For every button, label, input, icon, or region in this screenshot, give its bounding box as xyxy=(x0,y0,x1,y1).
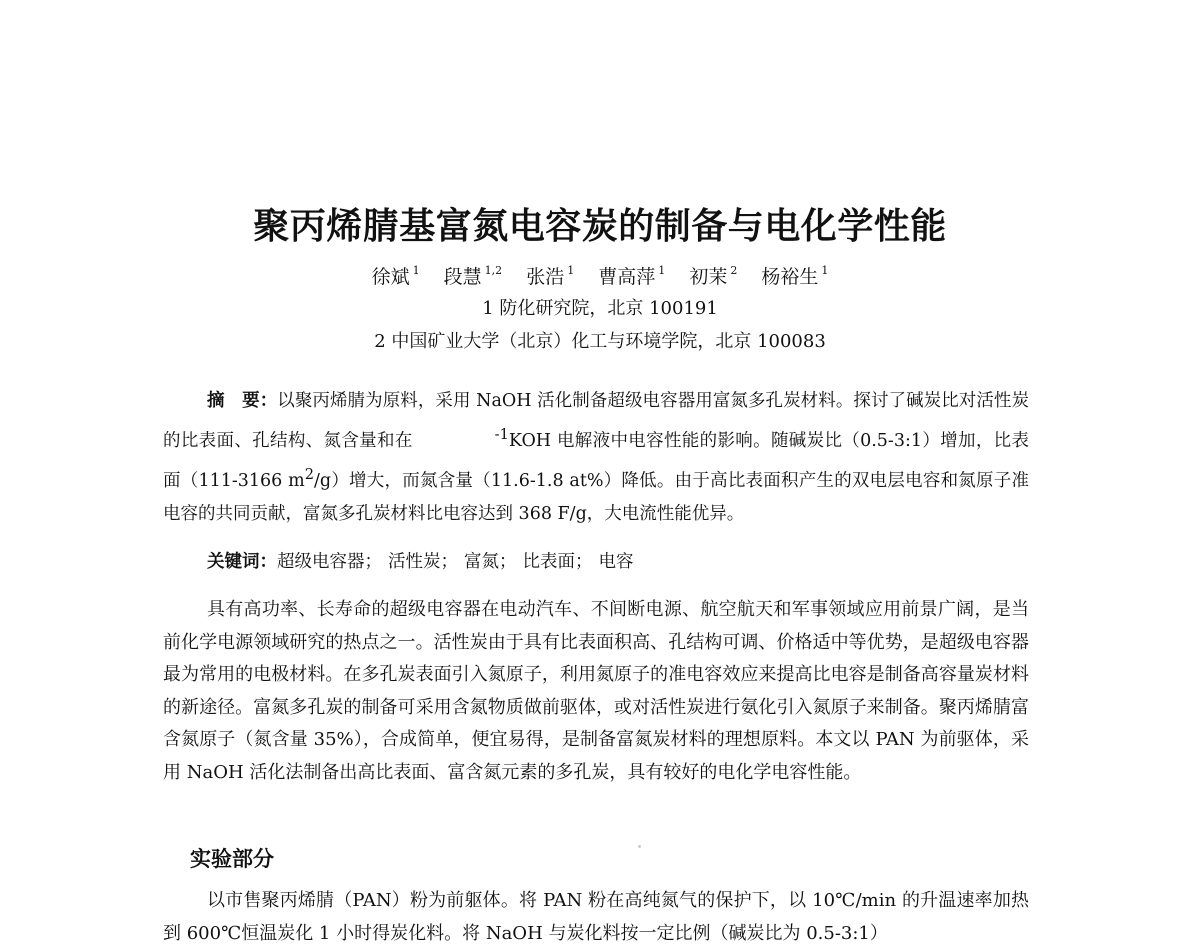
author xyxy=(689,266,737,288)
keyword: 比表面 xyxy=(522,552,575,572)
abstract-text: 以聚丙烯腈为原料，采用 NaOH 活化制备超级电容器用富氮多孔炭材料。探讨了碱炭比对活性炭的比表面、孔结构、氮含量和在 xyxy=(163,391,1029,451)
author-name: 曹高萍 xyxy=(598,266,656,288)
author xyxy=(526,266,574,288)
abstract-superscript: 2 xyxy=(304,465,314,483)
abstract xyxy=(163,385,1029,531)
author-affiliation-mark: 2 xyxy=(730,264,738,277)
abstract-text: /g）增大，而氮含量（11.6-1.8 at%）降低。由于高比表面积产生的双电层电容和氮原子准电容的共同贡献，富氮多孔炭材料比电容达到 368 F/g，大电流性能优异。 xyxy=(163,470,1029,524)
keywords: 关键词：超级电容器； 活性炭； 富氮； 比表面； 电容 xyxy=(207,552,634,572)
abstract-text: KOH 电解液中电容性能的影响。随碱炭比（0.5-3:1）增加，比表面（111-3166 m xyxy=(163,430,1030,491)
affiliation-2: 2 中国矿业大学（北京）化工与环境学院，北京 100083 xyxy=(374,331,826,352)
abstract-superscript: -1 xyxy=(494,426,509,443)
affiliation-1: 1 防化研究院，北京 100191 xyxy=(482,298,718,319)
keyword: 超级电容器 xyxy=(277,552,365,572)
section-heading-experimental: 实验部分 xyxy=(190,847,274,871)
author-list xyxy=(0,262,1200,289)
intro-paragraph: 具有高功率、长寿命的超级电容器在电动汽车、不间断电源、航空航天和军事领域应用前景广阔，是当前化学电源领域研究的热点之一。活性炭由于具有比表面积高、孔结构可调、价格适中等优势，是超级电容器最为常用的电极材料。在多孔炭表面引入氮原子，利用氮原子的准电容效应来提高比电容是制备高容量炭材料的新途径。富氮多孔炭的制备可采用含氮物质做前驱体，或对活性炭进行氨化引入氮原子来制备。聚丙烯腈富含氮原子（氮含量 35%），合成简单，便宜易得，是制备富氮炭材料的理想原料。本文以 PAN 为前驱体，采用 NaOH 活化法制备出高比表面、富含氮元素的多孔炭，具有较好的电化学电容性能。 xyxy=(163,599,1029,783)
keyword: 活性炭 xyxy=(388,552,441,572)
scan-speck xyxy=(638,845,641,848)
author-affiliation-mark: 1,2 xyxy=(484,264,503,277)
keyword: 电容 xyxy=(598,552,634,572)
keyword: 富氮 xyxy=(464,552,499,572)
keywords-label: 关键词： xyxy=(207,552,277,572)
author-affiliation-mark: 1 xyxy=(821,264,829,277)
paper-title: 聚丙烯腈基富氮电容炭的制备与电化学性能 xyxy=(253,205,947,247)
author xyxy=(372,266,420,288)
author xyxy=(761,266,828,288)
author-affiliation-mark: 1 xyxy=(412,264,420,277)
author-affiliation-mark: 1 xyxy=(658,264,666,277)
experimental-paragraph: 以市售聚丙烯腈（PAN）粉为前躯体。将 PAN 粉在高纯氮气的保护下，以 10℃/min 的升温速率加热到 600℃恒温炭化 1 小时得炭化料。将 NaOH 与炭化料按一定比例（碱炭比为 0.5-3:1） xyxy=(163,890,1029,944)
author-name: 徐斌 xyxy=(371,266,410,288)
author-affiliation-mark: 1 xyxy=(567,264,575,277)
author-name: 杨裕生 xyxy=(761,266,819,288)
author xyxy=(444,266,503,288)
abstract-label: 摘 要： xyxy=(207,391,278,411)
author-name: 张浩 xyxy=(526,266,565,288)
author-name: 段慧 xyxy=(443,266,482,288)
author-name: 初茉 xyxy=(689,266,728,288)
author xyxy=(598,266,665,288)
